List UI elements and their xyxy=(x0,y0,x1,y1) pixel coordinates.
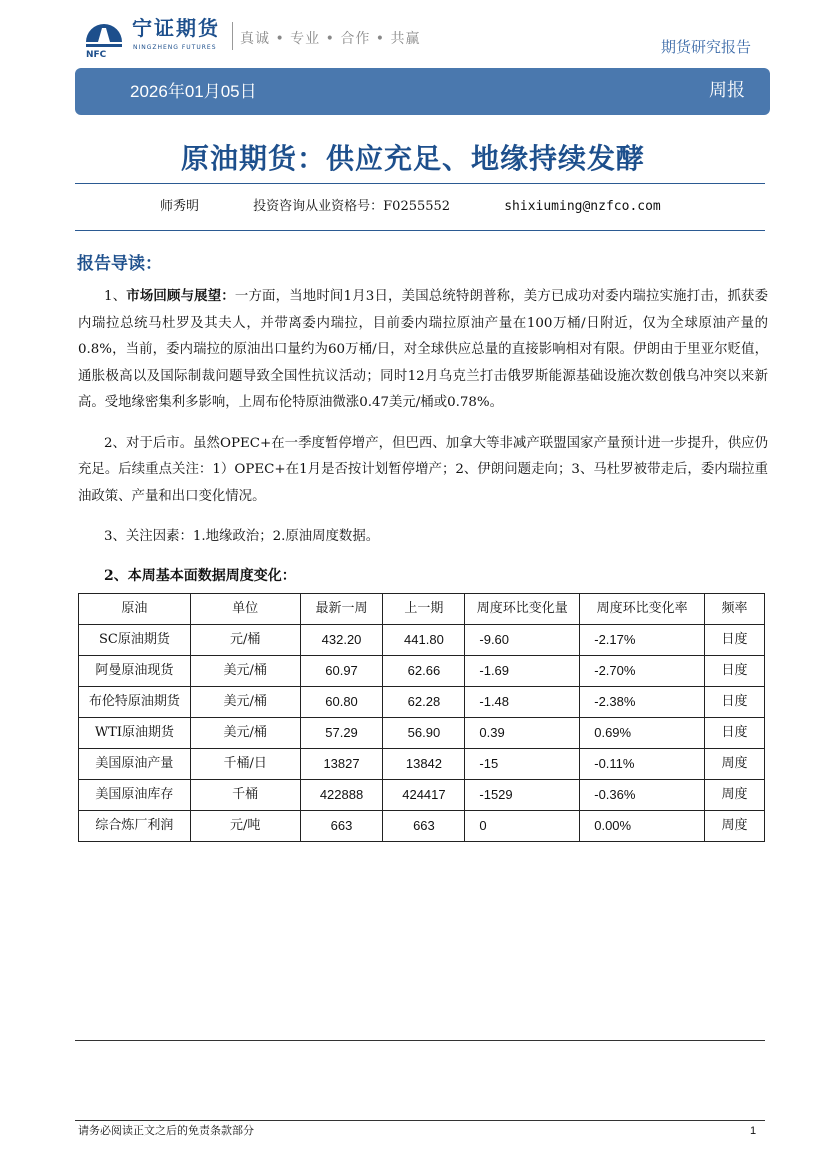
table-cell: 663 xyxy=(300,810,383,841)
divider xyxy=(75,1120,765,1121)
table-cell: -9.60 xyxy=(465,624,580,655)
column-header: 上一期 xyxy=(383,593,465,624)
table-cell: 日度 xyxy=(705,717,765,748)
table-row xyxy=(79,717,765,748)
table-cell: 阿曼原油现货 xyxy=(79,655,191,686)
divider xyxy=(232,22,233,50)
table-cell: 60.97 xyxy=(300,655,383,686)
author-name: 师秀明 xyxy=(160,199,200,214)
column-header: 原油 xyxy=(79,593,191,624)
brand-name: 宁证期货 xyxy=(132,16,220,40)
nfc-logo-icon xyxy=(80,18,128,58)
column-header: 周度环比变化量 xyxy=(465,593,580,624)
column-header: 最新一周 xyxy=(300,593,383,624)
paragraph-label: 市场回顾与展望： xyxy=(126,288,235,304)
table-cell: 424417 xyxy=(383,779,465,810)
table-cell: 周度 xyxy=(705,748,765,779)
table-cell: 0 xyxy=(465,810,580,841)
table-cell: 美元/桶 xyxy=(190,655,300,686)
table-cell: 美元/桶 xyxy=(190,717,300,748)
divider xyxy=(75,183,765,184)
table-cell: 日度 xyxy=(705,655,765,686)
table-cell: 周度 xyxy=(705,810,765,841)
report-body xyxy=(78,253,768,842)
table-cell: 56.90 xyxy=(383,717,465,748)
table-cell: -1.69 xyxy=(465,655,580,686)
table-cell: 422888 xyxy=(300,779,383,810)
table-cell: 美国原油库存 xyxy=(79,779,191,810)
paragraph-factors: 3、关注因素：1.地缘政治；2.原油周度数据。 xyxy=(104,529,380,544)
paragraph-outlook: 2、对于后市。虽然OPEC+在一季度暂停增产，但巴西、加拿大等非减产联盟国家产量预计进一步提升，供应仍充足。后续重点关注：1）OPEC+在1月是否按计划暂停增产；2、伊朗问题走向；3、马杜罗被带走后，委内瑞拉重油政策、产量和出口变化情况。 xyxy=(78,435,768,504)
table-cell: -2.70% xyxy=(580,655,705,686)
item-number: 1、 xyxy=(104,289,127,304)
table-cell: 千桶 xyxy=(190,779,300,810)
table-cell: 62.28 xyxy=(383,686,465,717)
slogan: 真诚 • 专业 • 合作 • 共赢 xyxy=(240,31,421,47)
paragraph-text: 一方面，当地时间1月3日，美国总统特朗普称，美方已成功对委内瑞拉实施打击，抓获委内瑞拉总统马杜罗及其夫人，并带离委内瑞拉，目前委内瑞拉原油产量在100万桶/日附近，仅为全球原油产量的0.8%，当前，委内瑞拉的原油出口量约为60万桶/日，对全球供应总量的直接影响相对有限。伊朗由于里亚尔贬值，通胀极高以及国际制裁问题导致全国性抗议活动；同时12月乌克兰打击俄罗斯能源基础设施次数创俄乌冲突以来新高。受地缘密集利多影响，上周布伦特原油微涨0.47美元/桶或0.78%。 xyxy=(78,289,768,410)
table-cell: 元/桶 xyxy=(190,624,300,655)
table-cell: 0.00% xyxy=(580,810,705,841)
table-cell: -2.17% xyxy=(580,624,705,655)
table-cell: 日度 xyxy=(705,686,765,717)
author-email[interactable]: shixiuming@nzfco.com xyxy=(504,199,661,214)
report-title: 原油期货：供应充足、地缘持续发酵 xyxy=(180,142,645,175)
table-cell: 432.20 xyxy=(300,624,383,655)
table-cell: 千桶/日 xyxy=(190,748,300,779)
table-cell: 美元/桶 xyxy=(190,686,300,717)
table-cell: 441.80 xyxy=(383,624,465,655)
table-cell: 60.80 xyxy=(300,686,383,717)
author-license: 投资咨询从业资格号：F0255552 xyxy=(253,199,451,214)
table-header-row xyxy=(79,593,765,624)
page-number: 1 xyxy=(750,1125,757,1137)
table-cell: -15 xyxy=(465,748,580,779)
table-cell: 663 xyxy=(383,810,465,841)
table-cell: 周度 xyxy=(705,779,765,810)
table-cell: 0.69% xyxy=(580,717,705,748)
paragraph-market-review xyxy=(78,283,768,417)
table-cell: -2.38% xyxy=(580,686,705,717)
table-cell: 美国原油产量 xyxy=(79,748,191,779)
brand-english: NINGZHENG FUTURES xyxy=(133,44,217,51)
table-cell: -1529 xyxy=(465,779,580,810)
table-cell: 综合炼厂利润 xyxy=(79,810,191,841)
table-row xyxy=(79,748,765,779)
table-row xyxy=(79,624,765,655)
column-header: 频率 xyxy=(705,593,765,624)
report-frequency: 周报 xyxy=(709,80,745,101)
table-cell: WTI原油期货 xyxy=(79,717,191,748)
fundamentals-table xyxy=(78,593,765,842)
table-cell: SC原油期货 xyxy=(79,624,191,655)
author-row xyxy=(160,199,711,215)
divider xyxy=(75,1040,765,1041)
table-cell: -0.11% xyxy=(580,748,705,779)
table-cell: 布伦特原油期货 xyxy=(79,686,191,717)
table-cell: 57.29 xyxy=(300,717,383,748)
table-cell: 62.66 xyxy=(383,655,465,686)
table-row xyxy=(79,655,765,686)
report-date: 2026年01月05日 xyxy=(130,82,257,101)
divider xyxy=(75,230,765,231)
table-cell: -0.36% xyxy=(580,779,705,810)
table-row xyxy=(79,779,765,810)
table-cell: 元/吨 xyxy=(190,810,300,841)
disclaimer-note: 请务必阅读正文之后的免责条款部分 xyxy=(78,1124,254,1137)
table-cell: 0.39 xyxy=(465,717,580,748)
table-row xyxy=(79,686,765,717)
table-cell: 13827 xyxy=(300,748,383,779)
column-header: 周度环比变化率 xyxy=(580,593,705,624)
table-cell: -1.48 xyxy=(465,686,580,717)
column-header: 单位 xyxy=(190,593,300,624)
table-row xyxy=(79,810,765,841)
report-type: 期货研究报告 xyxy=(660,38,751,56)
table-cell: 日度 xyxy=(705,624,765,655)
table-heading: 2、本周基本面数据周度变化： xyxy=(104,567,296,584)
date-banner xyxy=(75,68,770,115)
intro-heading: 报告导读： xyxy=(77,254,162,274)
svg-text:NFC: NFC xyxy=(86,50,107,58)
table-cell: 13842 xyxy=(383,748,465,779)
